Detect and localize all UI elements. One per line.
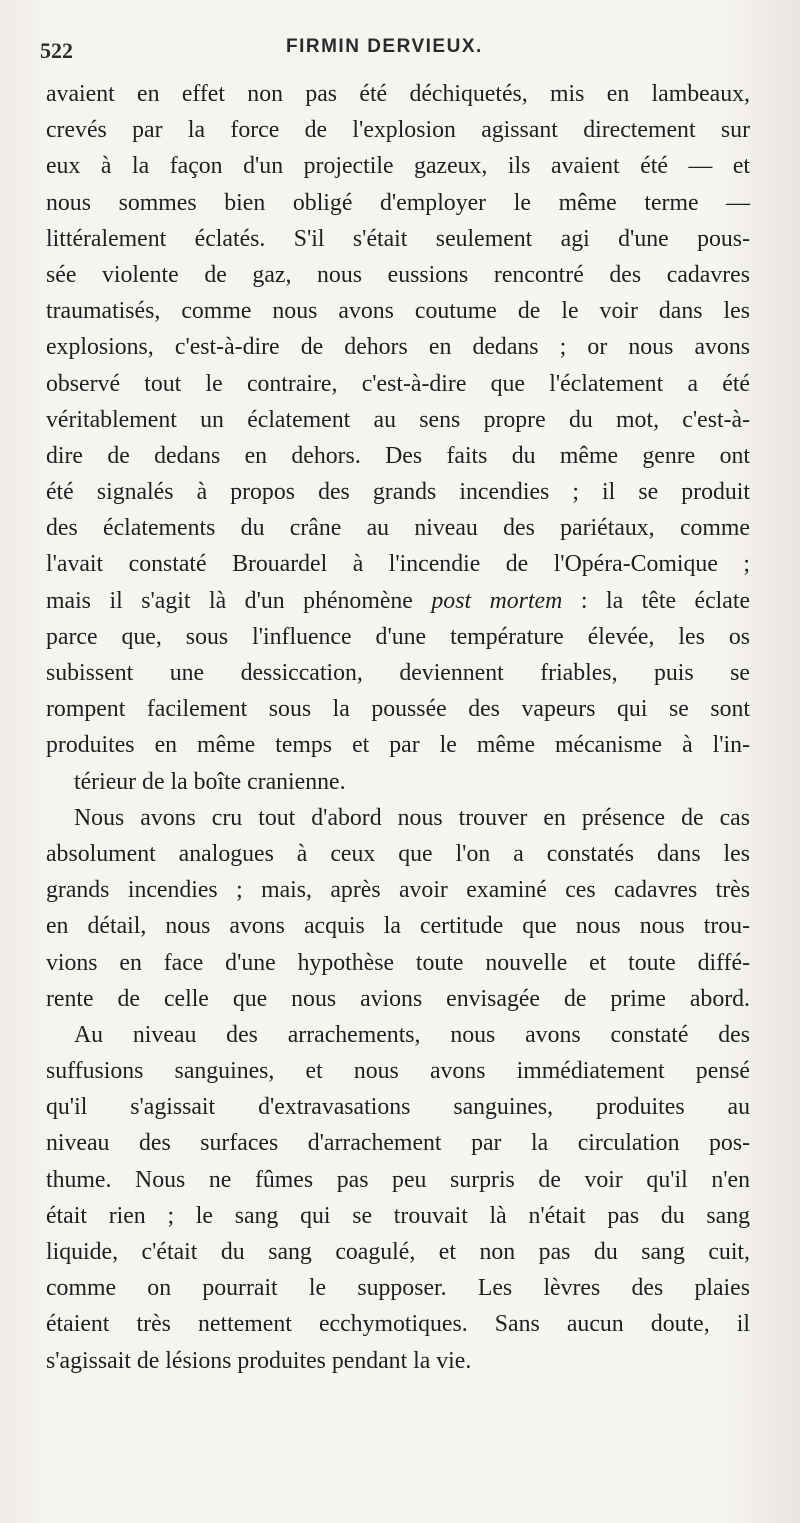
text-line: subissent une dessiccation, deviennent friables, puis se xyxy=(46,660,750,686)
text-line: littéralement éclatés. S'il s'était seulement agi d'une pous- xyxy=(46,225,750,252)
page-header xyxy=(40,34,760,64)
text-line: niveau des surfaces d'arrachement par la circulation pos- xyxy=(46,1130,750,1157)
text-segment: mais il s'agit là d'un phénomène xyxy=(46,587,413,614)
text-line: rente de celle que nous avions envisagée de prime abord. xyxy=(46,985,750,1012)
paragraph-1 xyxy=(46,76,750,800)
text-line: parce que, sous l'influence d'une température élevée, les os xyxy=(46,623,750,650)
running-title: FIRMIN DERVIEUX. xyxy=(286,36,483,57)
page-number: 522 xyxy=(40,38,73,63)
text-line: qu'il s'agissait d'extravasations sanguines, produites au xyxy=(46,1094,750,1121)
text-line: Au niveau des arrachements, nous avons constaté des xyxy=(74,1021,750,1048)
text-line: nous sommes bien obligé d'employer le même terme — xyxy=(46,189,750,216)
text-line: suffusions sanguines, et nous avons immédiatement pensé xyxy=(46,1058,750,1085)
text-line: vions en face d'une hypothèse toute nouvelle et toute diffé- xyxy=(46,949,750,976)
text-line: l'avait constaté Brouardel à l'incendie de l'Opéra-Comique ; xyxy=(46,551,750,578)
text-line-with-italic xyxy=(46,583,750,619)
paragraph-3 xyxy=(46,1017,750,1379)
text-line: avaient en effet non pas été déchiquetés, mis en lambeaux, xyxy=(46,81,750,107)
text-line: térieur de la boîte cranienne. xyxy=(74,768,346,795)
text-line: rompent facilement sous la poussée des vapeurs qui se sont xyxy=(46,696,750,723)
text-line: sée violente de gaz, nous eussions rencontré des cadavres xyxy=(46,261,750,288)
text-line: absolument analogues à ceux que l'on a constatés dans les xyxy=(46,840,750,867)
text-line: traumatisés, comme nous avons coutume de le voir dans les xyxy=(46,298,750,325)
text-line: était rien ; le sang qui se trouvait là n'était pas du sang xyxy=(46,1202,750,1229)
text-line: Nous avons cru tout d'abord nous trouver en présence de cas xyxy=(74,804,750,831)
text-line: s'agissait de lésions produites pendant la vie. xyxy=(46,1347,472,1374)
paragraph-2 xyxy=(46,800,750,1017)
text-line: étaient très nettement ecchymotiques. Sans aucun doute, il xyxy=(46,1311,750,1338)
text-segment: : la tête éclate xyxy=(580,587,751,614)
text-line: observé tout le contraire, c'est-à-dire que l'éclatement a été xyxy=(46,370,750,397)
text-line: eux à la façon d'un projectile gazeux, ils avaient été — et xyxy=(46,153,750,180)
text-line: produites en même temps et par le même mécanisme à l'in- xyxy=(46,732,750,759)
text-line: été signalés à propos des grands incendies ; il se produit xyxy=(46,479,750,506)
text-line: comme on pourrait le supposer. Les lèvres des plaies xyxy=(46,1275,750,1302)
italic-phrase: post mortem xyxy=(431,587,563,614)
text-line: grands incendies ; mais, après avoir examiné ces cadavres très xyxy=(46,877,750,904)
text-line: liquide, c'était du sang coagulé, et non pas du sang cuit, xyxy=(46,1239,750,1265)
text-line: des éclatements du crâne au niveau des pariétaux, comme xyxy=(46,515,750,542)
text-line: thume. Nous ne fûmes pas peu surpris de voir qu'il n'en xyxy=(46,1166,750,1193)
text-line: dire de dedans en dehors. Des faits du même genre ont xyxy=(46,442,750,469)
text-line: en détail, nous avons acquis la certitude que nous nous trou- xyxy=(46,913,750,940)
body-text xyxy=(46,76,750,1379)
text-line: crevés par la force de l'explosion agissant directement sur xyxy=(46,117,750,144)
text-line: explosions, c'est-à-dire de dehors en dedans ; or nous avons xyxy=(46,334,750,361)
text-line: véritablement un éclatement au sens propre du mot, c'est-à- xyxy=(46,406,750,433)
